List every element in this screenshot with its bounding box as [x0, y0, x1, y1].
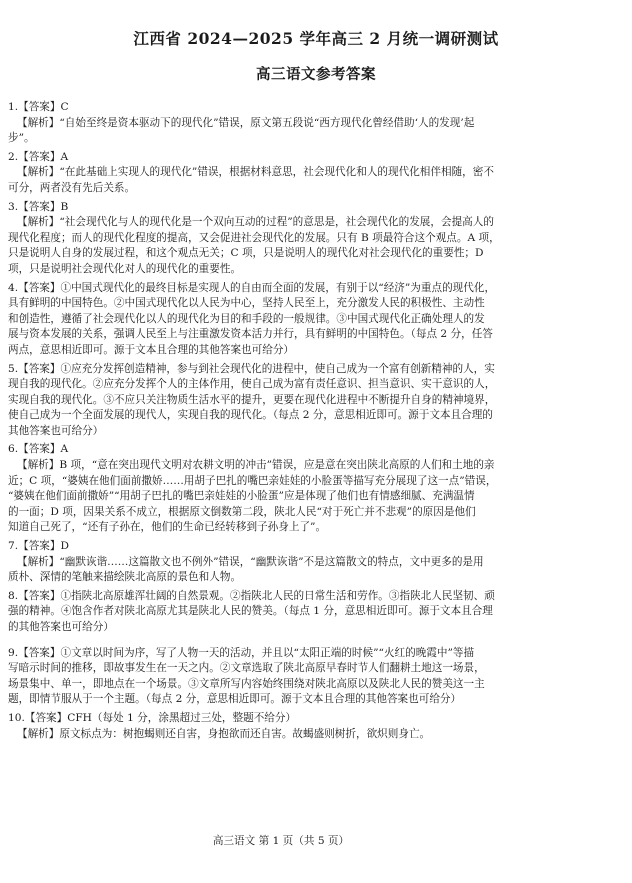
answer-item-2 [8, 150, 628, 197]
answer-item-10 [8, 711, 628, 742]
answer-line: 2.【答案】A [8, 150, 69, 163]
answer-line: 3.【答案】B [8, 200, 69, 213]
page-footer: 高三语文 第 1 页（共 5 页） [212, 835, 350, 847]
answer-line: 近；C 项，“婆姨在他们面前撒娇……用胡子巴扎的嘴巴亲娃娃的小脸蛋等描写充分展现了这一点”错误， [8, 474, 497, 487]
answer-line: 的一面；D 项，因果关系不成立，根据原文倒数第二段，陕北人民“对于死亡并不悲观”的原因是他们 [8, 505, 476, 518]
answer-line: 【解析】原文标点为：树抱蝎则还自害，身抱欲而还自害。故蝎盛则树折，欲炽则身亡。 [17, 727, 431, 740]
answer-line: 强的精神。④饱含作者对陕北高原尤其是陕北人民的赞美。（每点 1 分，意思相近即可。源于文本且合理 [8, 605, 493, 618]
answer-line: 6.【答案】A [8, 443, 69, 456]
answer-line: 质朴、深情的笔触来描绘陕北高原的景色和人物。 [8, 571, 242, 584]
answer-line: 步”。 [8, 132, 35, 145]
answer-line: 现自我的现代化。②应充分发挥个人的主体作用，使自己成为富有责任意识、担当意识、实干意识的人， [8, 378, 496, 391]
document-title: 江西省 2024—2025 学年高三 2 月统一调研测试 [133, 29, 499, 48]
answer-line: 和创造性，遵循了社会现代化以人的现代化为目的和手段的一般规律。③中国式现代化正确处理人的发 [8, 312, 485, 325]
answer-line: 【解析】B 项，“意在突出现代文明对农耕文明的冲击”错误，应是意在突出陕北高原的人们和土地的亲 [17, 459, 495, 472]
answer-line: 项，只是说明社会现代化对人的现代化的重要性。 [8, 262, 242, 275]
answer-item-7 [8, 539, 628, 586]
answer-line: 【解析】“幽默诙谐……这篇散文也不例外”错误，“幽默诙谐”不是这篇散文的特点，文中更多的是用 [17, 555, 484, 568]
answer-item-6 [8, 442, 628, 536]
answer-item-5 [8, 362, 628, 440]
answer-line: “婆姨在他们面前撒娇”“用胡子巴扎的嘴巴亲娃娃的小脸蛋”应是体现了他们也有情感细腻、充满温情 [8, 490, 475, 503]
answer-line: 9.【答案】①文章以时间为序，写了人物一天的活动，并且以“太阳正端的时候”“火红的晚霞中”等描 [8, 646, 475, 659]
answer-line: 【解析】“在此基础上实现人的现代化”错误，根据材料意思，社会现代化和人的现代化相伴相随，密不 [17, 166, 494, 179]
answer-line: 其他答案也可给分） [8, 424, 104, 437]
answer-line: 5.【答案】①应充分发挥创造精神，参与到社会现代化的进程中，使自己成为一个富有创新精神的人，实 [8, 362, 495, 375]
answer-line: 具有鲜明的中国特色。②中国式现代化以人民为中心，坚持人民至上，充分激发人民的积极性、主动性 [8, 297, 485, 310]
answer-item-8 [8, 589, 628, 636]
answer-line: 知道自己死了，“还有子孙在，他们的生命已经转移到子孙身上了”。 [8, 521, 327, 534]
answer-line: 1.【答案】C [8, 101, 69, 113]
answer-item-3 [8, 200, 628, 278]
answer-item-9 [8, 646, 628, 708]
document-subtitle: 高三语文参考答案 [256, 66, 376, 83]
answer-line: 7.【答案】D [8, 540, 69, 553]
answer-item-1 [8, 100, 628, 147]
answer-line: 10.【答案】CFH（每处 1 分，涂黑超过三处，整题不给分） [8, 711, 297, 724]
answer-line: 4.【答案】①中国式现代化的最终目标是实现人的自由而全面的发展，有别于以“经济”为重点的现代化， [8, 281, 496, 294]
answer-line: 现代化程度；而人的现代化程度的提高，又会促进社会现代化的发展。只有 B 项最符合这个观点。A 项， [8, 231, 500, 244]
answer-line: 使自己成为一个全面发展的现代人，实现自我的现代化。（每点 2 分，意思相近即可。源于文本且合理的 [8, 409, 493, 422]
answer-line: 实现自我的现代化。③不应只关注物质生活水平的提升，更要在现代化进程中不断提升自身的精神境界， [8, 393, 496, 406]
answer-item-4 [8, 281, 628, 359]
answer-line: 展与资本发展的关系，强调人民至上与注重激发资本活力并行，具有鲜明的中国特色。（每点 2 分，任答 [8, 328, 493, 341]
answer-line: 场景集中、单一，即地点在一个场景。③文章所写内容始终围绕对陕北高原以及陕北人民的赞美这一主 [8, 677, 485, 690]
answer-line: 【解析】“社会现代化与人的现代化是一个双向互动的过程”的意思是，社会现代化的发展，会提高人的 [17, 216, 494, 229]
answer-line: 题，即情节服从于一个主题。（每点 2 分，意思相近即可。源于文本且合理的其他答案也可给分） [8, 693, 462, 706]
answer-line: 的其他答案也可给分） [8, 621, 114, 633]
answer-line: 写暗示时间的推移，即故事发生在一天之内。②文章选取了陕北高原早春时节人们翻耕土地这一场景， [8, 662, 485, 675]
answer-line: 只是说明人自身的发展过程，和这个观点无关；C 项，只是说明人的现代化对社会现代化的重要性；D [8, 247, 484, 260]
answer-line: 可分，两者没有先后关系。 [8, 181, 136, 194]
answer-line: 【解析】“自始至终是资本驱动下的现代化”错误，原文第五段说“西方现代化曾经借助‘人的发现’起 [17, 116, 475, 129]
answer-line: 两点，意思相近即可。源于文本且合理的其他答案也可给分） [8, 343, 295, 356]
answer-line: 8.【答案】①指陕北高原雄浑壮阔的自然景观。②指陕北人民的日常生活和劳作。③指陕北人民坚韧、顽 [8, 589, 495, 602]
answer-list [8, 100, 628, 742]
